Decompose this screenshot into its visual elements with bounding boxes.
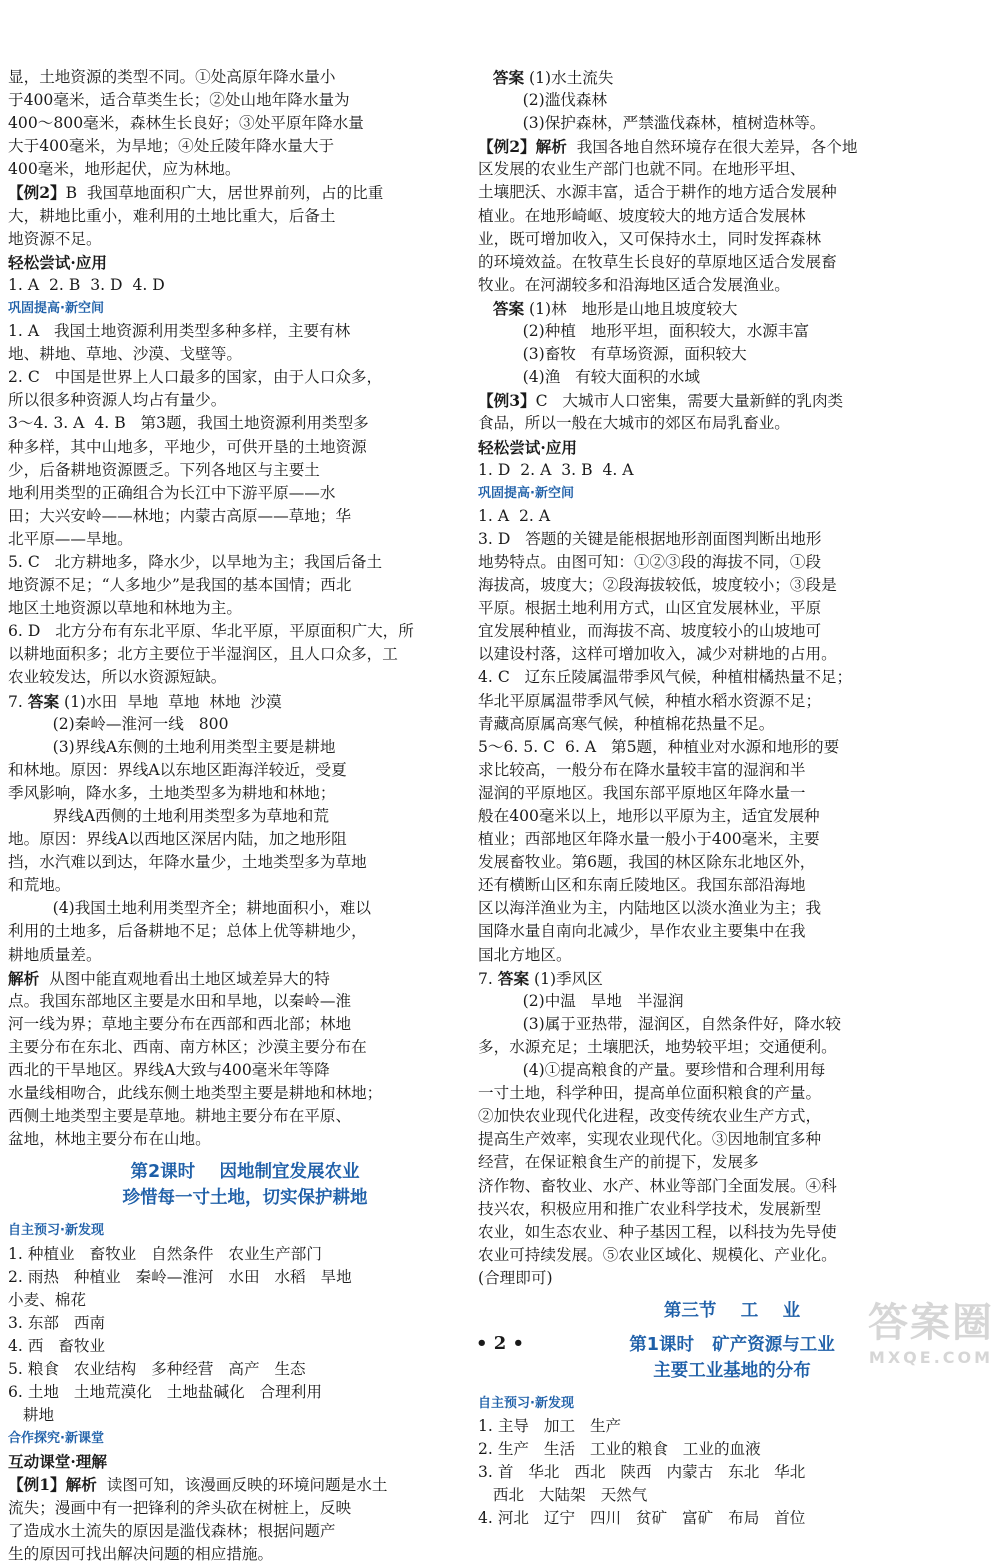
text-line: 济作物、畜牧业、水产、林业等部门全面发展。④科	[478, 1176, 837, 1195]
answer-marker: 答案	[27, 691, 60, 711]
text-line: 少，后备耕地资源匮乏。下列各地区与主要土	[8, 460, 320, 479]
text-line: 显，土地资源的类型不同。①处高原年降水量小	[8, 68, 336, 86]
text-line: 利用的土地多，后备耕地不足；总体上优等耕地少，	[8, 922, 367, 941]
text-line: 业，既可增加收入，又可保持水土，同时发挥森林	[478, 229, 822, 248]
text-line: 2. 雨热 种植业 秦岭—淮河 水田 水稻 旱地	[8, 1267, 352, 1286]
text-line: 点。我国东部地区主要是水田和旱地，以秦岭—淮	[8, 991, 352, 1010]
text-line: 海拔高，坡度大；②段海拔较低，坡度较小；③段是	[478, 576, 837, 595]
text-line: 西侧土地类型主要是草地。耕地主要分布在平原、	[8, 1107, 352, 1126]
text-line: 耕地质量差。	[8, 945, 102, 964]
text-line: 河一线为界；草地主要分布在西部和西北部；林地	[8, 1014, 352, 1033]
section-heading: 珍惜每一寸土地，切实保护耕地	[122, 1188, 368, 1209]
text-line: 西北 大陆架 天然气	[478, 1486, 648, 1505]
text-line: 于400毫米，适合草类生长；②处山地年降水量为	[8, 91, 350, 110]
text-line: 多，水源充足；土壤肥沃，地势较平坦；交通便利。	[478, 1037, 837, 1056]
text-line: 种多样，其中山地多，平地少，可供开垦的土地资源	[8, 437, 367, 456]
watermark-url: MXQE.COM	[868, 1348, 994, 1367]
text-line: 平原。根据土地利用方式，山区宜发展林业，平原	[478, 599, 822, 618]
text-line: 挡，水汽难以到达，年降水量少，土地类型多为草地	[8, 853, 367, 872]
text-line: 【例2】B 我国草地面积广大，居世界前列，占的比重	[8, 183, 384, 203]
text-line: 了造成水土流失的原因是滥伐森林；根据问题产	[8, 1521, 336, 1540]
text-line: 技兴农，积极应用和推广农业科学技术，发展新型	[478, 1199, 822, 1218]
text-line: 西北的干旱地区。界线A大致与400毫米年等降	[8, 1061, 330, 1080]
text-line: 以耕地面积多；北方主要位于半湿润区，且人口众多，工	[8, 645, 398, 664]
text-line: 提高生产效率，实现农业现代化。③因地制宜多种	[478, 1130, 822, 1149]
text-line: 植业。在地形崎岖、坡度较大的地方适合发展林	[478, 206, 806, 225]
text-line: (4)①提高粮食的产量。要珍惜和合理利用每	[478, 1061, 826, 1080]
answer-marker: 解析	[8, 968, 40, 988]
text-line: (2)秦岭—淮河一线 800	[8, 714, 229, 733]
watermark-text: 答案圈	[868, 1300, 994, 1346]
text-line: 5. 粮食 农业结构 多种经营 高产 生态	[8, 1359, 306, 1378]
text-line: 主要分布在东北、西南、南方林区；沙漠主要分布在	[8, 1037, 367, 1056]
text-line: 华北平原属温带季风气候，种植水稻水资源不足；	[478, 691, 822, 710]
text-line: 地资源不足；“人多地少”是我国的基本国情；西北	[8, 576, 352, 595]
text-line: 答案 (1)林 地形是山地且坡度较大	[492, 298, 738, 318]
text-line: 3. D 答题的关键是能根据地形剖面图判断出地形	[478, 529, 822, 548]
text-line: 青藏高原属高寒气候，种植棉花热量不足。	[478, 714, 775, 733]
text-line: 地区土地资源以草地和林地为主。	[8, 599, 242, 618]
text-line: 和荒地。	[8, 876, 71, 895]
section-heading: 第1课时 矿产资源与工业	[629, 1334, 835, 1355]
text-line: 农业较发达，所以水资源短缺。	[8, 668, 227, 687]
subsection-title: 轻松尝试·应用	[8, 252, 107, 272]
text-line: 3～4. 3. A 4. B 第3题，我国土地资源利用类型多	[8, 414, 369, 433]
text-line: 7. 答案 (1)季风区	[478, 968, 603, 988]
text-line: 盆地，林地主要分布在山地。	[8, 1130, 211, 1149]
text-line: 400～800毫米，森林生长良好；③处平原年降水量	[8, 114, 364, 133]
watermark-logo	[868, 1291, 994, 1367]
section-heading: 第2课时 因地制宜发展农业	[130, 1162, 360, 1183]
text-line: 水量线相吻合，此线东侧土地类型主要是耕地和林地；	[8, 1084, 383, 1103]
text-line: 一寸土地，科学种田，提高单位面积粮食的产量。	[478, 1084, 822, 1103]
spacer	[8, 1211, 482, 1219]
text-line: 国降水量自南向北减少，旱作农业主要集中在我	[478, 922, 806, 941]
text-line: 4. 河北 辽宁 四川 贫矿 富矿 布局 首位	[478, 1509, 806, 1528]
text-line: 界线A西侧的土地利用类型多为草地和荒	[8, 807, 329, 825]
answer-marker: 答案	[497, 968, 530, 988]
spacer	[8, 1151, 482, 1159]
text-line: 3. 首 华北 西北 陕西 内蒙古 东北 华北	[478, 1463, 806, 1482]
text-line: 宜发展种植业，而海拔不高、坡度较小的山坡地可	[478, 622, 822, 641]
text-line: (3)保护森林，严禁滥伐森林，植树造林等。	[478, 114, 826, 133]
text-line: 田；大兴安岭——林地；内蒙古高原——草地；华	[8, 506, 352, 525]
text-line: 和林地。原因：界线A以东地区距海洋较近，受夏	[8, 760, 347, 779]
text-line: 经营，在保证粮食生产的前提下，发展多	[478, 1153, 759, 1172]
text-line: (合理即可)	[478, 1268, 553, 1287]
text-line: 1. 主导 加工 生产	[478, 1417, 622, 1436]
section-heading: 主要工业基地的分布	[653, 1360, 811, 1381]
text-line: (3)界线A东侧的土地利用类型主要是耕地	[8, 737, 336, 756]
text-line: (2)种植 地形平坦，面积较大，水源丰富	[478, 322, 810, 341]
text-line: 所以很多种资源人均占有量少。	[8, 391, 227, 410]
text-line: 流失；漫画中有一把锋利的斧头砍在树桩上，反映	[8, 1498, 352, 1517]
text-line: 3. 东部 西南	[8, 1313, 106, 1332]
text-line: 地、耕地、草地、沙漠、戈壁等。	[8, 345, 242, 364]
text-line: 答案 (1)水土流失	[492, 68, 614, 87]
text-line: 大，耕地比重小，难利用的土地比重大，后备土	[8, 206, 336, 225]
text-line: 2. C 中国是世界上人口最多的国家，由于人口众多，	[8, 368, 383, 387]
text-line: 400毫米，地形起伏，应为林地。	[8, 160, 241, 179]
text-line: (3)畜牧 有草场资源，面积较大	[478, 345, 747, 364]
text-line: 小麦、棉花	[8, 1290, 86, 1309]
text-line: 1. D 2. A 3. B 4. A	[478, 460, 634, 479]
text-line: 植业；西部地区年降水量一般小于400毫米，主要	[478, 830, 820, 849]
text-line: 地资源不足。	[8, 229, 102, 248]
text-line: 4. C 辽东丘陵属温带季风气候，种植柑橘热量不足；	[478, 668, 853, 687]
text-line: (2)中温 旱地 半湿润	[478, 991, 684, 1010]
subsection-title: 轻松尝试·应用	[478, 437, 577, 457]
text-line: 4. 西 畜牧业	[8, 1336, 106, 1355]
answer-marker: 【例3】	[478, 391, 536, 411]
text-line: (3)属于亚热带，湿润区，自然条件好，降水较	[478, 1014, 841, 1033]
subsection-label: 巩固提高·新空间	[8, 300, 104, 316]
answer-marker: 答案	[492, 298, 525, 318]
text-line: 发展畜牧业。第6题，我国的林区除东北地区外，	[478, 853, 816, 872]
text-line: 1. A 2. B 3. D 4. D	[8, 275, 165, 294]
text-line: 以建设村落，这样可增加收入，减少对耕地的占用。	[478, 645, 837, 664]
text-line: 农业，如生态农业、种子基因工程，以科技为先导使	[478, 1222, 837, 1241]
subsection-label: 合作探究·新课堂	[8, 1431, 104, 1447]
text-line: (4)我国土地利用类型齐全；耕地面积小，难以	[8, 899, 371, 918]
text-line: 牧业。在河湖较多和沿海地区适合发展渔业。	[478, 275, 790, 294]
page-number: • 2 •	[475, 1333, 525, 1354]
text-line: (4)渔 有较大面积的水域	[478, 368, 700, 387]
text-line: 6. D 北方分布有东北平原、华北平原，平原面积广大，所	[8, 622, 414, 641]
text-line: 还有横断山区和东南丘陵地区。我国东部沿海地	[478, 876, 806, 895]
text-line: 【例3】C 大城市人口密集，需要大量新鲜的乳肉类	[478, 391, 844, 411]
text-line: 生的原因可找出解决问题的相应措施。	[8, 1544, 274, 1563]
text-line: 食品，所以一般在大城市的郊区布局乳畜业。	[478, 414, 790, 433]
text-line: 地。原因：界线A以西地区深居内陆，加之地形阻	[8, 830, 347, 849]
text-line: 5. C 北方耕地多，降水少，以旱地为主；我国后备土	[8, 552, 383, 571]
text-line: 大于400毫米，为旱地；④处丘陵年降水量大于	[8, 137, 335, 156]
text-line: 地势特点。由图可知：①②③段的海拔不同，①段	[478, 552, 822, 571]
text-line: 【例2】解析 我国各地自然环境存在很大差异，各个地	[478, 137, 858, 157]
text-line: 7. 答案 (1)水田 旱地 草地 林地 沙漠	[8, 691, 282, 711]
subsection-label: 自主预习·新发现	[478, 1395, 574, 1411]
text-line: 求比较高，一般分布在降水量较丰富的湿润和半	[478, 760, 806, 779]
text-line: 2. 生产 生活 工业的粮食 工业的血液	[478, 1440, 761, 1459]
text-line: 耕地	[8, 1406, 55, 1425]
text-line: 季风影响，降水多，土地类型多为耕地和林地；	[8, 783, 336, 802]
text-line: 1. A 我国土地资源利用类型多种多样，主要有林	[8, 322, 351, 341]
text-line: 北平原——旱地。	[8, 529, 133, 548]
text-line: 般在400毫米以上，地形以平原为主，适宜发展种	[478, 807, 820, 825]
subsection-label: 自主预习·新发现	[8, 1223, 104, 1239]
text-line: 解析 从图中能直观地看出土地区域差异大的特	[8, 968, 330, 988]
text-line: ②加快农业现代化进程，改变传统农业生产方式，	[478, 1107, 822, 1126]
text-line: 1. A 2. A	[478, 506, 551, 525]
answer-marker: 【例2】	[8, 183, 66, 203]
text-line: 湿润的平原地区。我国东部平原地区年降水量一	[478, 783, 806, 802]
text-line: 的环境效益。在牧草生长良好的草原地区适合发展畜	[478, 252, 837, 271]
text-line: 6. 土地 土地荒漠化 土地盐碱化 合理利用	[8, 1383, 322, 1402]
subsection-label: 巩固提高·新空间	[478, 485, 574, 501]
text-line: 1. 种植业 畜牧业 自然条件 农业生产部门	[8, 1244, 322, 1263]
text-line: 【例1】解析 读图可知，该漫画反映的环境问题是水土	[8, 1475, 388, 1495]
text-line: 区发展的农业生产部门也就不同。在地形平坦、	[478, 160, 806, 179]
text-line: 农业可持续发展。⑤农业区域化、规模化、产业化。	[478, 1245, 837, 1264]
text-line: 国北方地区。	[478, 945, 572, 964]
section-heading: 第三节 工 业	[663, 1300, 801, 1321]
spacer	[478, 1384, 986, 1392]
text-line: 区以海洋渔业为主，内陆地区以淡水渔业为主；我	[478, 899, 822, 918]
text-line: (2)滥伐森林	[478, 91, 608, 110]
answer-marker: 答案	[492, 68, 525, 87]
text-line: 土壤肥沃、水源丰富，适合于耕作的地方适合发展种	[478, 183, 837, 202]
text-line: 地利用类型的正确组合为长江中下游平原——水	[8, 483, 336, 502]
answer-marker: 【例2】解析	[478, 137, 567, 157]
subsection-title: 互动课堂·理解	[8, 1452, 107, 1472]
answer-marker: 【例1】解析	[8, 1475, 97, 1495]
text-line: 5～6. 5. C 6. A 第5题，种植业对水源和地形的要	[478, 737, 840, 756]
